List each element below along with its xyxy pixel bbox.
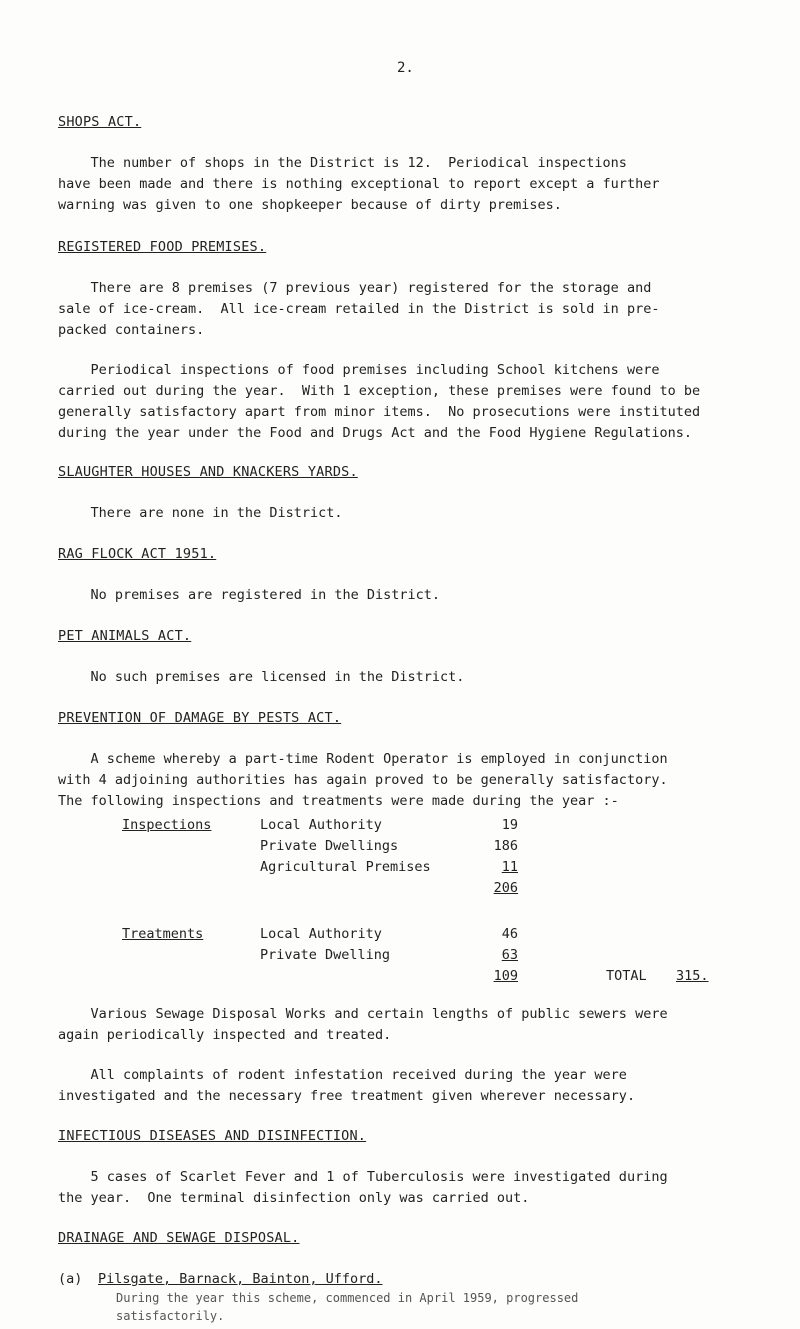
- slaughter-houses-heading: SLAUGHTER HOUSES AND KNACKERS YARDS.: [58, 464, 358, 480]
- treatment-row-value: 46: [501, 926, 518, 942]
- grand-total-value: 315.: [676, 968, 709, 984]
- infectious-diseases-paragraph: 5 cases of Scarlet Fever and 1 of Tuberculosis were investigated during the year. One terminal disinfection only was carried out.: [58, 1169, 668, 1206]
- pet-animals-heading: PET ANIMALS ACT.: [58, 628, 192, 644]
- treatments-label: Treatments: [122, 926, 204, 942]
- inspection-row-value: 11: [501, 859, 518, 875]
- shops-act-heading: SHOPS ACT.: [58, 114, 142, 130]
- shops-act-paragraph: The number of shops in the District is 12. Periodical inspections have been made and there is nothing exceptional to report except a further warning was given to one shopkeeper because of dirty premises.: [58, 155, 660, 213]
- rag-flock-paragraph: No premises are registered in the District.: [58, 587, 441, 603]
- food-premises-paragraph-2: Periodical inspections of food premises including School kitchens were carried out during the year. With 1 exception, these premises were found to be generally satisfactory apart from minor items. No prosecutions were instituted during the year under the Food and Drugs Act and the Food Hygiene Regulations.: [58, 362, 701, 441]
- pests-act-heading: PREVENTION OF DAMAGE BY PESTS ACT.: [58, 710, 342, 726]
- treatments-total: 109: [493, 968, 518, 984]
- treatment-row-label: Private Dwelling: [260, 947, 391, 963]
- inspection-row-value: 19: [501, 817, 518, 833]
- grand-total-label: TOTAL: [606, 968, 647, 984]
- pests-act-paragraph-3: All complaints of rodent infestation received during the year were investigated and the necessary free treatment given wherever necessary.: [58, 1067, 636, 1104]
- drainage-paragraph-1: During the year this scheme, commenced in April 1959, progressed satisfactorily.: [116, 1291, 579, 1323]
- inspection-row-value: 186: [493, 838, 518, 854]
- pet-animals-paragraph: No such premises are licensed in the District.: [58, 669, 465, 685]
- food-premises-heading: REGISTERED FOOD PREMISES.: [58, 239, 267, 255]
- pests-act-paragraph-1: A scheme whereby a part-time Rodent Operator is employed in conjunction with 4 adjoining authorities has again proved to be generally satisfactory. The following inspections and treatments were made during the year :-: [58, 751, 668, 809]
- drainage-subsection-marker: (a): [58, 1271, 83, 1287]
- inspections-total: 206: [493, 880, 518, 896]
- pests-act-paragraph-2: Various Sewage Disposal Works and certain lengths of public sewers were again periodically inspected and treated.: [58, 1006, 668, 1043]
- inspection-row-label: Agricultural Premises: [260, 859, 431, 875]
- inspection-row-label: Local Authority: [260, 817, 382, 833]
- drainage-subsection-heading: Pilsgate, Barnack, Bainton, Ufford.: [98, 1271, 383, 1287]
- food-premises-paragraph-1: There are 8 premises (7 previous year) registered for the storage and sale of ice-cream. All ice-cream retailed in the District is sold in pre- packed containers.: [58, 280, 660, 338]
- drainage-heading: DRAINAGE AND SEWAGE DISPOSAL.: [58, 1230, 300, 1246]
- treatment-row-value: 63: [501, 947, 518, 963]
- infectious-diseases-heading: INFECTIOUS DISEASES AND DISINFECTION.: [58, 1128, 367, 1144]
- inspection-row-label: Private Dwellings: [260, 838, 399, 854]
- inspections-label: Inspections: [122, 817, 212, 833]
- rag-flock-heading: RAG FLOCK ACT 1951.: [58, 546, 217, 562]
- slaughter-houses-paragraph: There are none in the District.: [58, 505, 343, 521]
- page-number: 2.: [397, 60, 414, 76]
- treatment-row-label: Local Authority: [260, 926, 382, 942]
